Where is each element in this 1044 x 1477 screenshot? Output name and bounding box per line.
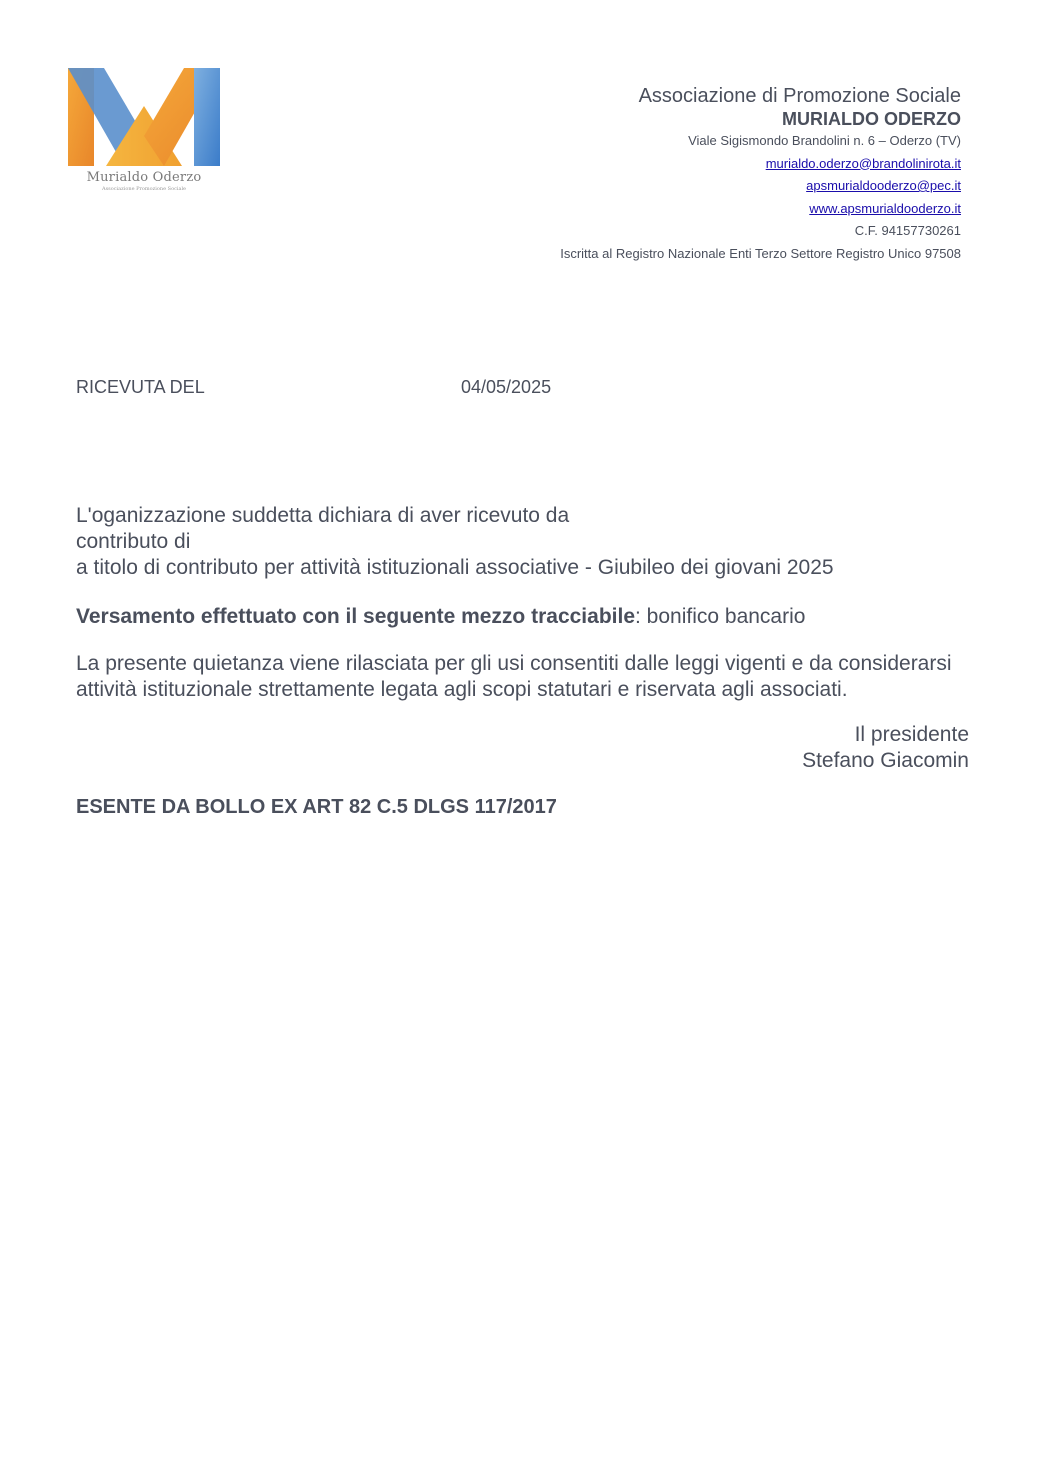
declaration-line: contributo di: [76, 530, 191, 553]
legal-notice: [76, 651, 976, 703]
payment-method: [76, 604, 976, 630]
logo: [66, 66, 222, 196]
declaration-line: L'oganizzazione suddetta dichiara di aver ricevuto da: [76, 504, 570, 527]
signatory-name: Stefano Giacomin: [802, 749, 969, 772]
organization-header: [560, 84, 961, 265]
receipt-label: RICEVUTA DEL: [76, 377, 205, 397]
logo-m-icon: [66, 66, 222, 170]
notice-line: attività istituzionale strettamente legata agli scopi statutari e riservata agli associati.: [76, 678, 848, 701]
pec-link[interactable]: apsmurialdooderzo@pec.it: [806, 178, 961, 193]
organization-type: Associazione di Promozione Sociale: [638, 85, 961, 107]
logo-subtitle: Associazione Promozione Sociale: [101, 186, 187, 192]
payment-value: : bonifico bancario: [635, 605, 806, 628]
logo-name: Murialdo Oderzo: [86, 170, 202, 185]
website-link[interactable]: www.apsmurialdooderzo.it: [809, 200, 961, 216]
payment-label: Versamento effettuato con il seguente mezzo tracciabile: [76, 605, 635, 628]
signature-block: [802, 722, 969, 774]
signatory-role: Il presidente: [854, 723, 969, 746]
tax-code: C.F. 94157730261: [854, 223, 961, 238]
stamp-exemption: ESENTE DA BOLLO EX ART 82 C.5 DLGS 117/2017: [76, 796, 557, 818]
registry-info: Iscritta al Registro Nazionale Enti Terzo Settore Registro Unico 97508: [560, 245, 961, 261]
notice-line: La presente quietanza viene rilasciata per gli usi consentiti dalle leggi vigenti e da considerarsi: [76, 652, 952, 675]
declaration-line: a titolo di contributo per attività istituzionali associative - Giubileo dei giovani 2025: [76, 556, 834, 579]
email-link[interactable]: murialdo.oderzo@brandolinirota.it: [765, 155, 961, 171]
declaration: [76, 503, 976, 581]
receipt-date: 04/05/2025: [461, 377, 552, 397]
address: Viale Sigismondo Brandolini n. 6 – Oderzo (TV): [688, 133, 961, 148]
organization-name: MURIALDO ODERZO: [782, 109, 961, 129]
